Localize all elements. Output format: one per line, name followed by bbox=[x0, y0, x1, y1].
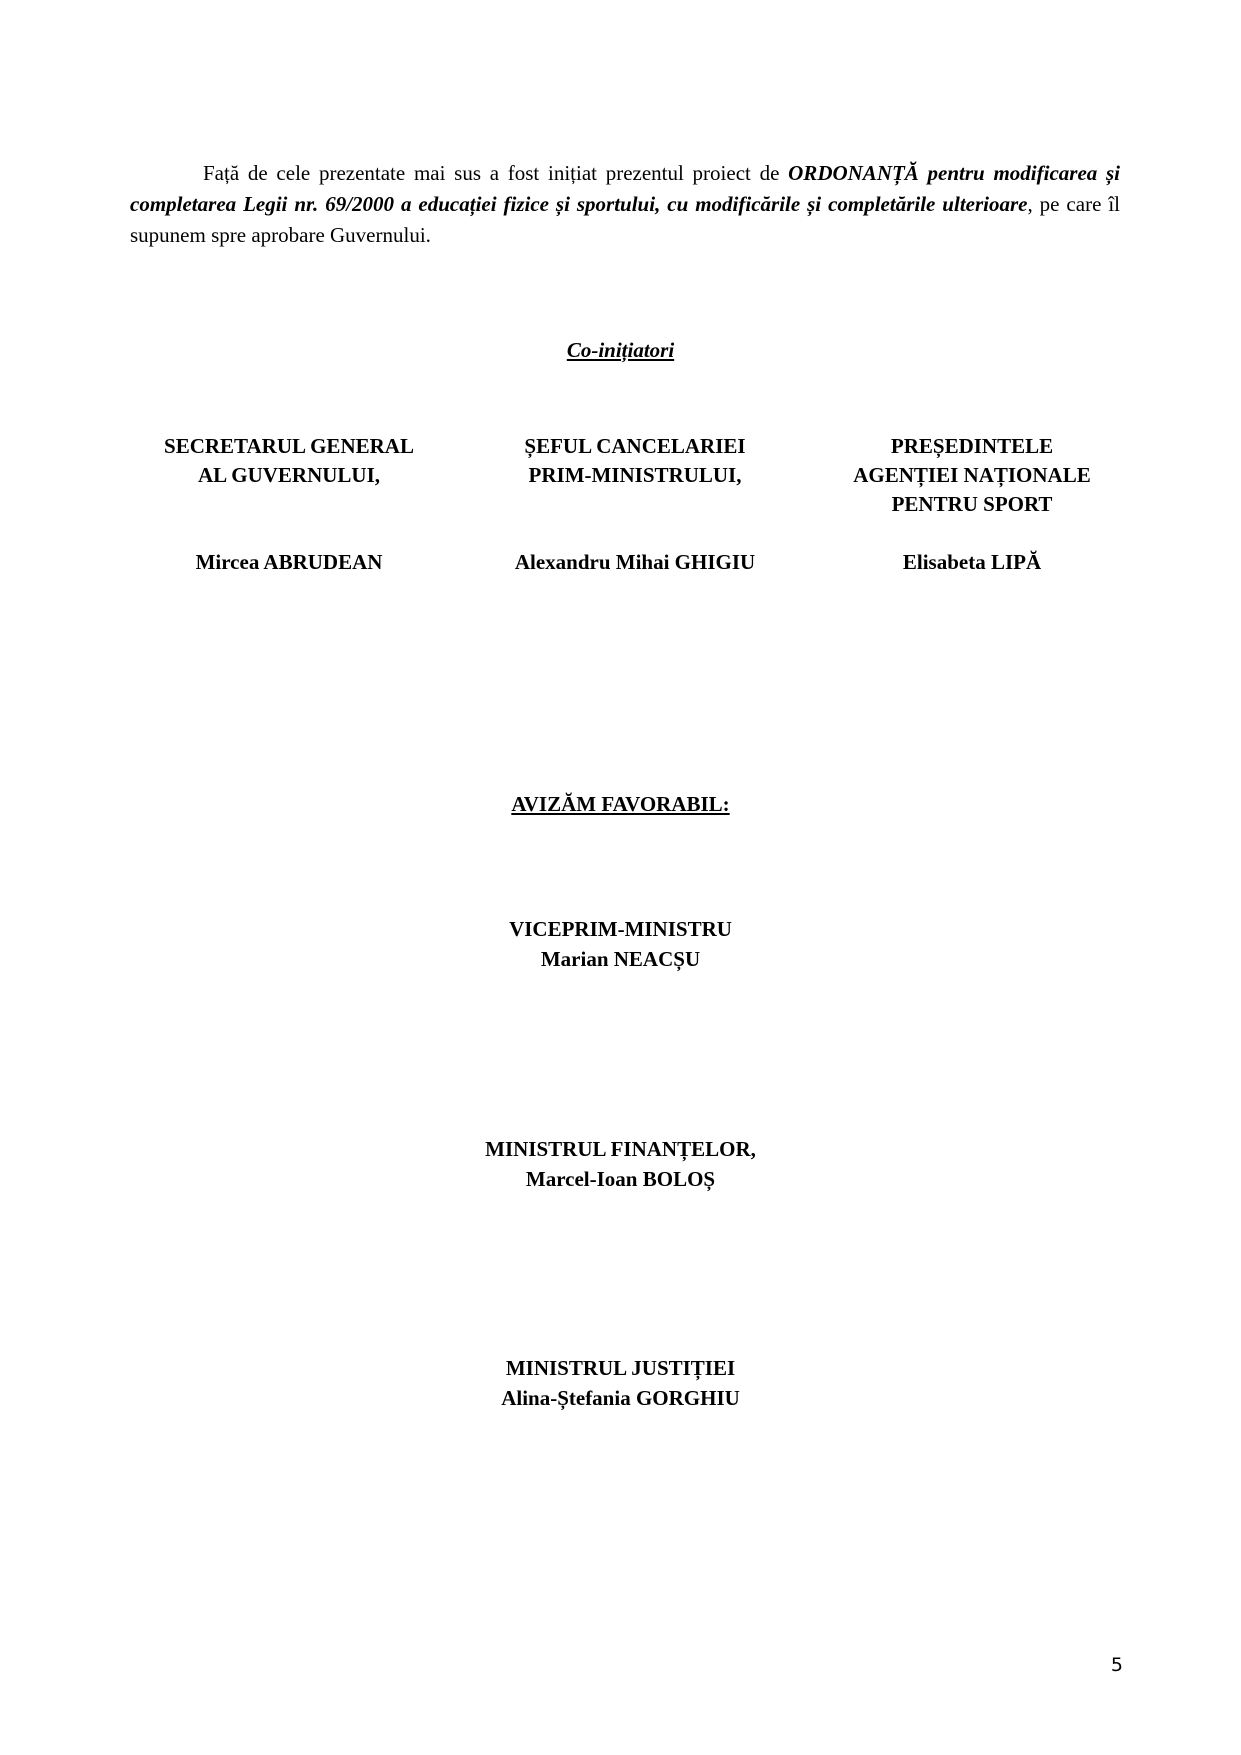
co-initiator-name: Alexandru Mihai GHIGIU bbox=[514, 550, 756, 574]
role-line: AGENȚIEI NAȚIONALE bbox=[853, 463, 1091, 487]
role-line: AL GUVERNULUI, bbox=[197, 463, 381, 487]
co-initiator-role bbox=[129, 432, 449, 548]
signer-name: Marcel-Ioan BOLOȘ bbox=[525, 1167, 716, 1191]
role-line: ȘEFUL CANCELARIEI bbox=[524, 434, 746, 458]
co-initiators-heading: Co-inițiatori bbox=[566, 338, 675, 362]
role-line: SECRETARUL GENERAL bbox=[164, 434, 414, 458]
signer-name: Alina-Ștefania GORGHIU bbox=[501, 1386, 740, 1410]
signer-role: VICEPRIM-MINISTRU bbox=[509, 917, 732, 941]
intro-text-end: , pe care îl supunem spre aprobare Guvernului. bbox=[130, 192, 1120, 247]
intro-ordinance-title: ORDONANȚĂ pentru modificarea și completarea Legii nr. 69/2000 a educației fizice și sportului, cu modificările și completările ulterioare bbox=[130, 161, 1120, 216]
approval-heading: AVIZĂM FAVORABIL: bbox=[511, 792, 730, 816]
signer-role: MINISTRUL FINANȚELOR, bbox=[485, 1137, 756, 1161]
approval-signer-justice-minister bbox=[0, 1353, 1241, 1413]
intro-text-start: Față de cele prezentate mai sus a fost inițiat prezentul proiect de bbox=[203, 161, 789, 185]
co-initiator-role bbox=[475, 432, 795, 548]
signer-name: Marian NEACȘU bbox=[540, 947, 701, 971]
role-line: PREȘEDINTELE bbox=[890, 434, 1054, 458]
intro-paragraph bbox=[130, 158, 1120, 251]
co-initiator-sport-agency-president bbox=[812, 432, 1132, 577]
co-initiator-name: Elisabeta LIPĂ bbox=[902, 550, 1042, 574]
role-line: PRIM-MINISTRULUI, bbox=[528, 463, 742, 487]
page-number: 5 bbox=[1110, 1654, 1123, 1676]
co-initiator-chancellery-head bbox=[475, 432, 795, 577]
role-line: PENTRU SPORT bbox=[891, 492, 1053, 516]
approval-signer-deputy-pm bbox=[0, 914, 1241, 974]
co-initiator-secretary-general bbox=[129, 432, 449, 577]
signer-role: MINISTRUL JUSTIȚIEI bbox=[505, 1356, 736, 1380]
co-initiator-role bbox=[812, 432, 1132, 548]
approval-signer-finance-minister bbox=[0, 1134, 1241, 1194]
co-initiator-name: Mircea ABRUDEAN bbox=[195, 550, 383, 574]
